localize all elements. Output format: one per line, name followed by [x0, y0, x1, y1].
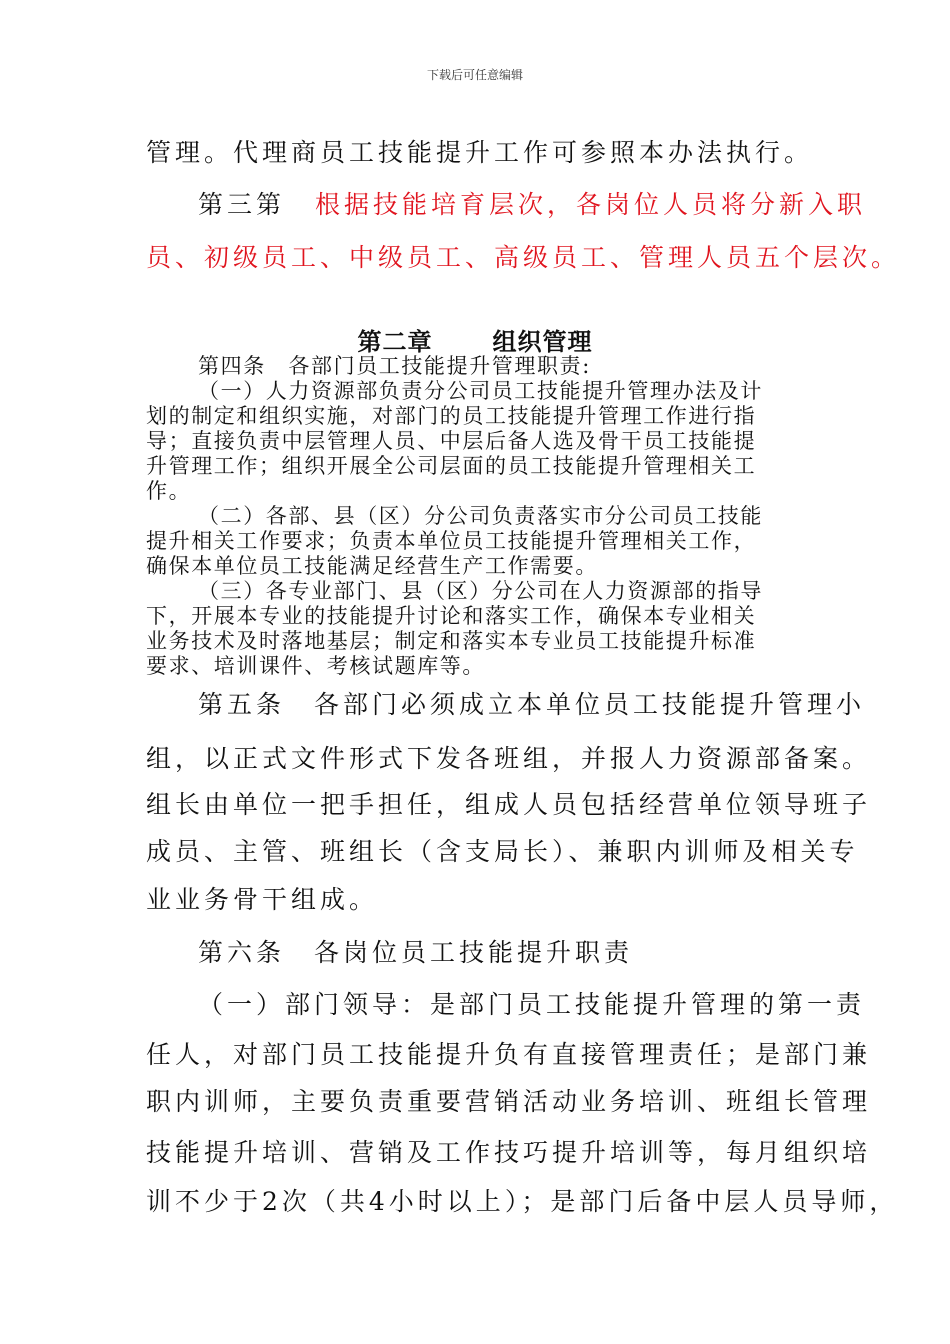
- dense-line: （三）各专业部门、县（区）分公司在人力资源部的指导: [198, 579, 763, 603]
- dense-line: （一）人力资源部负责分公司员工技能提升管理办法及计: [198, 379, 763, 403]
- paragraph-line: 任人，对部门员工技能提升负有直接管理责任；是部门兼: [146, 1040, 872, 1069]
- dense-line: 下，开展本专业的技能提升讨论和落实工作，确保本专业相关: [146, 604, 757, 628]
- paragraph-line: 组，以正式文件形式下发各班组，并报人力资源部备案。: [146, 744, 872, 773]
- article-3-line-1: [198, 185, 866, 221]
- dense-line: 业务技术及时落地基层；制定和落实本专业员工技能提升标准: [146, 629, 757, 653]
- paragraph-line: 组长由单位一把手担任，组成人员包括经营单位领导班子: [146, 790, 872, 819]
- dense-line: 要求、培训课件、考核试题库等。: [146, 654, 485, 678]
- dense-line: 确保本单位员工技能满足经营生产工作需要。: [146, 554, 598, 578]
- paragraph-line: 训不少于2次（共4小时以上）；是部门后备中层人员导师，: [146, 1187, 899, 1216]
- article-3-text-1: 根据技能培育层次，各岗位人员将分新入职: [315, 190, 867, 219]
- chapter-name: 组织管理: [492, 327, 593, 356]
- page-header: 下载后可任意编辑: [426, 68, 523, 82]
- paragraph-line: （一）部门领导：是部门员工技能提升管理的第一责: [198, 990, 866, 1019]
- dense-line: 导；直接负责中层管理人员、中层后备人选及骨干员工技能提: [146, 429, 757, 453]
- paragraph-line: 职内训师，主要负责重要营销活动业务培训、班组长管理: [146, 1087, 872, 1116]
- paragraph-line: 第五条 各部门必须成立本单位员工技能提升管理小: [198, 690, 866, 719]
- dense-line: 第四条 各部门员工技能提升管理职责:: [198, 354, 591, 378]
- paragraph-line: 管理。代理商员工技能提升工作可参照本办法执行。: [146, 138, 814, 167]
- paragraph-line: 成员、主管、班组长（含支局长）、兼职内训师及相关专: [146, 837, 859, 866]
- dense-line: 升管理工作；组织开展全公司层面的员工技能提升管理相关工: [146, 454, 757, 478]
- dense-line: （二）各部、县（区）分公司负责落实市分公司员工技能: [198, 504, 763, 528]
- article-3-label: 第三第: [198, 190, 286, 219]
- dense-line: 划的制定和组织实施，对部门的员工技能提升管理工作进行指: [146, 404, 757, 428]
- dense-line: 作。: [146, 479, 192, 503]
- chapter-number: 第二章: [357, 327, 433, 356]
- paragraph-line: 第六条 各岗位员工技能提升职责: [198, 938, 634, 967]
- paragraph-line: 业业务骨干组成。: [146, 885, 379, 914]
- paragraph-line: 技能提升培训、营销及工作技巧提升培训等，每月组织培: [146, 1138, 872, 1167]
- article-3-line-2: 员、初级员工、中级员工、高级员工、管理人员五个层次。: [146, 243, 901, 272]
- dense-line: 提升相关工作要求；负责本单位员工技能提升管理相关工作，: [146, 529, 757, 553]
